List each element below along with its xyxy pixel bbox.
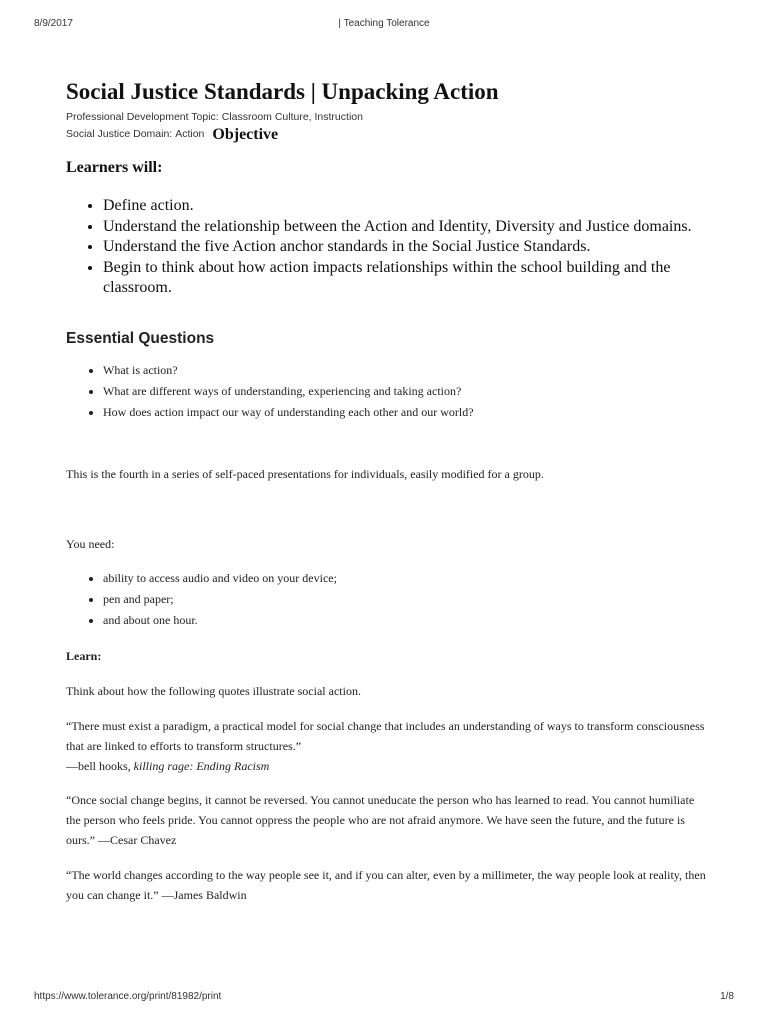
- objective-heading: Objective: [212, 126, 279, 143]
- list-item: • Begin to think about how action impacts relationships within the school building and the classroom.: [103, 258, 706, 299]
- learn-label: Learn:: [66, 648, 102, 663]
- you-need-label: You need:: [66, 536, 115, 551]
- print-date: 8/9/2017: [34, 18, 73, 29]
- quote-baldwin: “The world changes according to the way people see it, and if you can alter, even by a millimeter, the way people look at reality, then you can change it.” —James Baldwin: [66, 867, 706, 902]
- domain-row: [66, 125, 706, 141]
- page-title: Social Justice Standards | Unpacking Action: [66, 79, 499, 104]
- learners-heading: Learners will:: [66, 159, 163, 176]
- quote-chavez: “Once social change begins, it cannot be reversed. You cannot uneducate the person who has learned to read. You cannot humiliate the person who feels pride. You cannot oppress the people who are not afraid anymore. We have seen the future, and the future is ours.” —Cesar Chavez: [66, 792, 695, 847]
- topic-value[interactable]: Classroom Culture, Instruction: [221, 111, 363, 123]
- needs-list: [66, 568, 706, 631]
- list-item: • How does action impact our way of understanding each other and our world?: [103, 402, 706, 423]
- article: [66, 78, 706, 905]
- article-meta: [66, 109, 706, 141]
- domain-value[interactable]: Action: [175, 128, 205, 140]
- print-url[interactable]: https://www.tolerance.org/print/81982/print: [34, 991, 222, 1002]
- list-item: • Understand the relationship between the Action and Identity, Diversity and Justice domains.: [103, 217, 706, 238]
- quote-hooks-text: “There must exist a paradigm, a practical model for social change that includes an understanding of ways to transform consciousness that are linked to efforts to transform structures.”: [66, 718, 705, 753]
- print-footer: [0, 991, 768, 1005]
- topic-label: Professional Development Topic:: [66, 111, 219, 123]
- objectives-list: [66, 196, 706, 299]
- quote-hooks-source: killing rage: Ending Racism: [133, 758, 270, 773]
- series-note: This is the fourth in a series of self-paced presentations for individuals, easily modified for a group.: [66, 466, 544, 481]
- list-item: • and about one hour.: [103, 610, 706, 631]
- topic-row: [66, 109, 706, 125]
- quote-hooks-attribution: —bell hooks,: [66, 758, 131, 773]
- essential-questions-list: [66, 360, 706, 423]
- list-item: • ability to access audio and video on your device;: [103, 568, 706, 589]
- list-item: • Define action.: [103, 196, 706, 217]
- print-header: [0, 18, 768, 32]
- list-item: • pen and paper;: [103, 589, 706, 610]
- learn-intro: Think about how the following quotes illustrate social action.: [66, 683, 361, 698]
- list-item: • What is action?: [103, 360, 706, 381]
- list-item: • What are different ways of understanding, experiencing and taking action?: [103, 381, 706, 402]
- print-page-number: 1/8: [720, 991, 734, 1002]
- essential-questions-heading: Essential Questions: [66, 329, 215, 347]
- list-item: • Understand the five Action anchor standards in the Social Justice Standards.: [103, 237, 706, 258]
- domain-label: Social Justice Domain:: [66, 128, 173, 140]
- quote-hooks: [66, 716, 706, 776]
- print-site-title: | Teaching Tolerance: [338, 18, 430, 29]
